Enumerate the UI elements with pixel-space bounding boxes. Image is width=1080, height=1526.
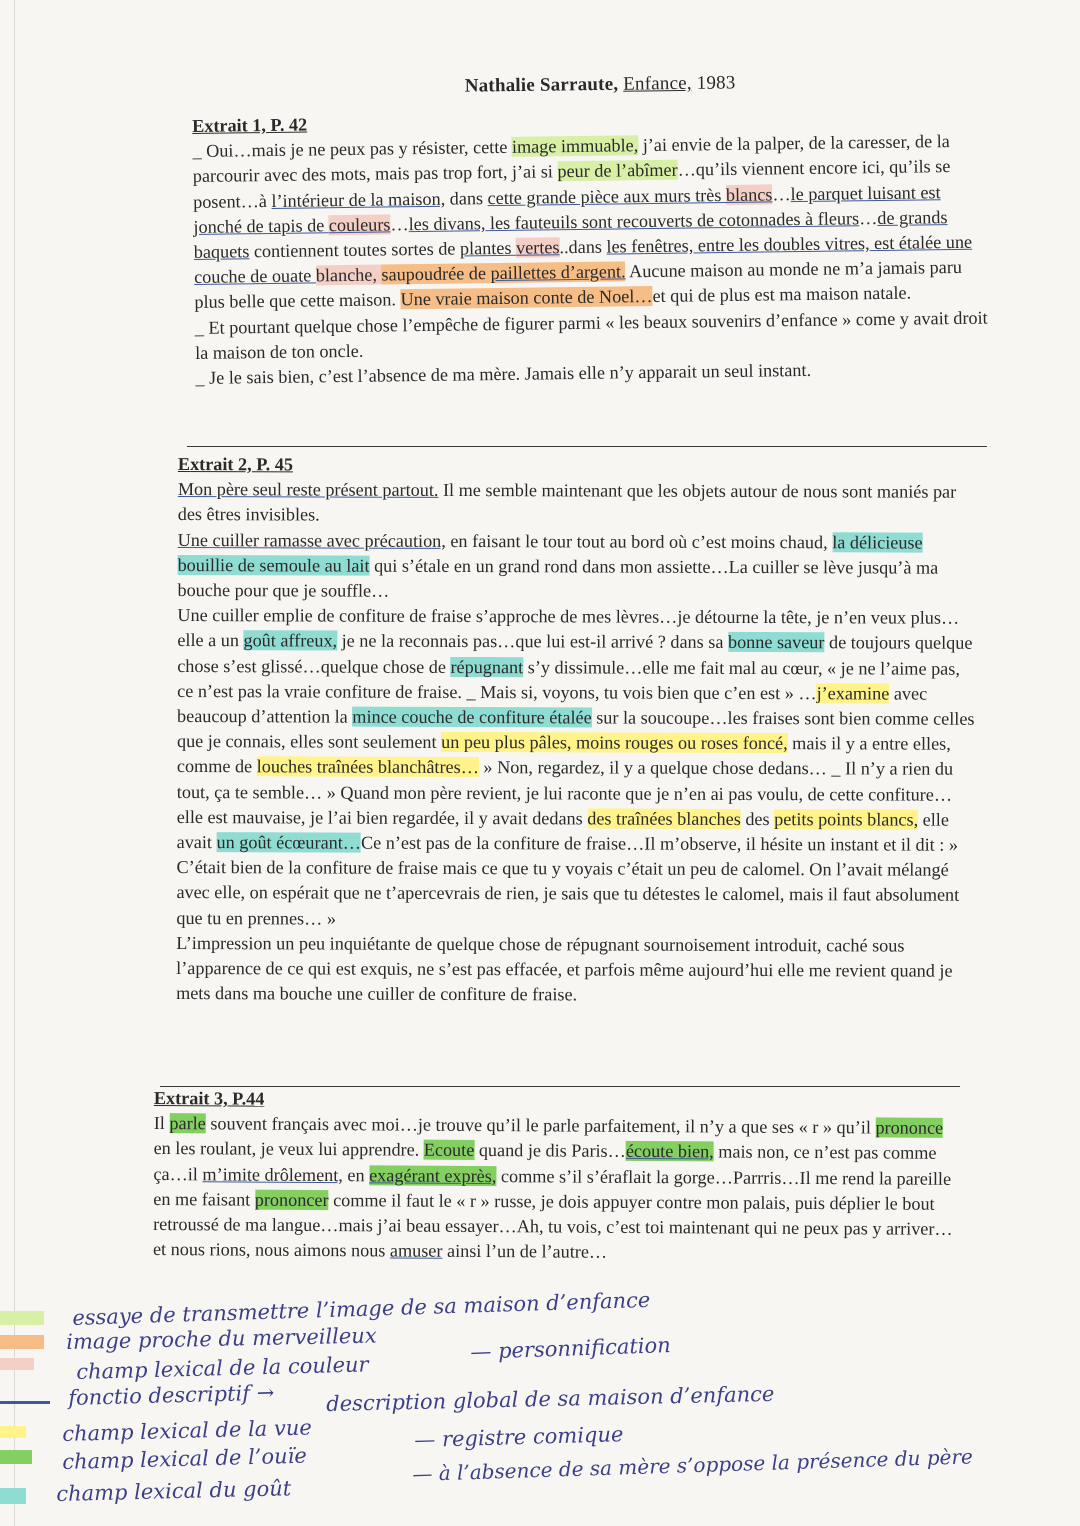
text-span: .. bbox=[559, 237, 569, 258]
text-span: de toujours quelque chose s’est glissé…quelque chose de bbox=[177, 632, 973, 677]
publication-year: 1983 bbox=[696, 72, 736, 94]
highlight-teal: un goût écœurant… bbox=[216, 832, 362, 853]
underline-blue: les divans, les fauteuils sont recouverts de cotonnades à fleurs bbox=[408, 208, 860, 234]
extract-3-heading: Extrait 3, P.44 bbox=[153, 1088, 265, 1109]
text-span: s’y dissimule…elle me fait mal au cœur, « je ne l’aime pas, ce n’est pas la vraie confiture de fraise. _ Mais si, voyons, tu vois bien que c’en est » … bbox=[177, 656, 960, 704]
page-title bbox=[0, 67, 1080, 104]
text-span: en les roulant, je veux lui apprendre. bbox=[153, 1138, 424, 1161]
highlight-orange: Une vraie maison conte de Noel… bbox=[400, 286, 653, 310]
text-span: comme s’il s’éraflait la gorge…Parrris…Il me rend la pareille en me faisant bbox=[153, 1165, 952, 1210]
legend-item-descriptif: fonctio descriptif → bbox=[68, 1380, 275, 1410]
highlight-orange: paillettes d’argent. bbox=[490, 261, 626, 284]
legend-item-merveilleux: image proche du merveilleux bbox=[66, 1323, 377, 1354]
legend-item-couleur: champ lexical de la couleur bbox=[76, 1352, 369, 1384]
legend-item-ouie: champ lexical de l’ouïe bbox=[62, 1443, 308, 1474]
text-span: sur la soucoupe…les fraises sont bien comme celles que je connais, elles sont seulement bbox=[176, 707, 975, 753]
swatch-teal bbox=[0, 1488, 26, 1504]
text-span: … bbox=[772, 183, 791, 205]
extract-1-heading: Extrait 1, P. 42 bbox=[192, 114, 308, 136]
underline-blue: de grands baquets bbox=[193, 206, 948, 263]
text-span: Une cuiller emplie de confiture de fraise s’approche de mes lèvres…je détourne la tête, je n’en veux plus…elle a un bbox=[177, 605, 960, 651]
swatch-green bbox=[0, 1450, 32, 1464]
legend-item-vue: champ lexical de la vue bbox=[62, 1415, 313, 1446]
highlight-green: prononce bbox=[875, 1117, 944, 1139]
text-span: mais non, ce n’est pas comme ça…il bbox=[153, 1141, 937, 1184]
highlight-yellow: petits points blancs, bbox=[774, 808, 919, 830]
highlight-teal: bonne saveur bbox=[727, 632, 825, 653]
text-span: » Non, regardez, il y a quelque chose dedans… _ Il n’y a rien du tout, ça te semble… » Quand mon père revient, je lui raconte que je n’en ai pas voulu, de cette confiture… elle est mauvaise, je l’ai bien regardée, il y avait dedans bbox=[176, 757, 954, 829]
text-span: dans bbox=[568, 236, 607, 258]
extract-3-paragraph bbox=[153, 1111, 954, 1267]
underline-blue: le parquet luisant est jonché bbox=[193, 181, 941, 237]
text-span: quand je dis Paris… bbox=[474, 1140, 626, 1162]
text-span: _ Oui…mais je ne peux pas y résister, cette bbox=[192, 137, 513, 162]
extract-2-paragraph-2 bbox=[177, 528, 975, 606]
text-span: … bbox=[390, 213, 409, 235]
text-span: Aucune maison au monde ne m’a jamais paru plus belle que cette maison. bbox=[194, 257, 963, 313]
extract-1-line: _ Et pourtant quelque chose l’empêche de figurer parmi « les beaux souvenirs d’enfance » come y avait droit la maison de ton oncle. bbox=[194, 307, 988, 363]
text-span: souvent français avec moi…je trouve qu’il le parle parfaitement, il n’y a que ses « r » qu’il bbox=[205, 1113, 876, 1138]
text-span: j’ai envie de la palper, de la caresser, de la parcourir avec des mots, mais pas trop fort, j’ai si bbox=[192, 131, 950, 187]
extract-2-heading: Extrait 2, P. 45 bbox=[177, 454, 294, 475]
underline-blue: plantes bbox=[459, 237, 517, 259]
extract-2-paragraph-1 bbox=[178, 477, 976, 530]
swatch-blue-line bbox=[0, 1401, 50, 1404]
extract-1-paragraph bbox=[192, 129, 989, 316]
legend-note-registre-comique: — registre comique bbox=[414, 1422, 624, 1452]
handwritten-legend bbox=[0, 1287, 1080, 1526]
highlight-yellow: des traînées blanches bbox=[587, 808, 741, 829]
swatch-pink bbox=[0, 1358, 34, 1370]
extract-3 bbox=[153, 1086, 954, 1267]
highlight-teal: mince couche de confiture étalée bbox=[352, 706, 592, 728]
highlight-yellow: un peu plus pâles, moins rouges ou roses foncé, bbox=[441, 732, 788, 754]
legend-note-description: description global de sa maison d’enfance bbox=[326, 1381, 775, 1416]
highlight-green: Ecoute bbox=[423, 1140, 475, 1161]
swatch-light-green bbox=[0, 1311, 44, 1325]
highlight-green: parle bbox=[169, 1113, 206, 1134]
underline-blue: amuser bbox=[389, 1240, 443, 1261]
highlight-light-green: image immuable, bbox=[511, 135, 639, 158]
text-span: contiennent toutes sortes de bbox=[249, 238, 461, 262]
text-span: en bbox=[342, 1164, 370, 1185]
work-title: Enfance, bbox=[623, 72, 692, 95]
underline-blue: m’imite drôlement, bbox=[202, 1163, 343, 1185]
text-span: elle avait bbox=[176, 809, 949, 853]
text-span: des bbox=[740, 808, 775, 829]
text-span: ainsi l’un de l’autre… bbox=[442, 1240, 608, 1262]
page-edge bbox=[14, 0, 15, 1526]
highlight-green: exagérant exprès, bbox=[369, 1164, 497, 1186]
highlight-pink: blancs bbox=[725, 184, 773, 205]
legend-item-transmit-image: essaye de transmettre l’image de sa maison d’enfance bbox=[72, 1287, 651, 1330]
extract-2-paragraph-4: L’impression un peu inquiétante de quelque chose de répugnant sournoisement introduit, caché sous l’apparence de ce qui est exquis, ne s’est pas effacée, et parfois même aujourd’hui elle me revient quand je mets dans ma bouche une cuiller de confiture de fraise. bbox=[176, 932, 953, 1005]
highlight-yellow: louches traînées blanchâtres… bbox=[256, 756, 479, 778]
text-span: avec beaucoup d’attention la bbox=[177, 683, 928, 727]
extract-2-paragraph-3 bbox=[176, 603, 975, 933]
highlight-pink: vertes bbox=[515, 237, 560, 258]
text-span: je ne la reconnais pas…que lui est-il arrivé ? dans sa bbox=[337, 630, 729, 653]
text-span: Il bbox=[153, 1113, 170, 1134]
legend-note-absence-mere: — à l’absence de sa mère s’oppose la présence du père bbox=[412, 1444, 974, 1486]
extract-2 bbox=[176, 452, 976, 1009]
section-divider bbox=[187, 446, 987, 447]
extract-1-line: _ Je le sais bien, c’est l’absence de ma mère. Jamais elle n’y apparait un seul instant. bbox=[195, 359, 812, 389]
text-span: … bbox=[858, 207, 878, 229]
highlight-yellow: j’examine bbox=[816, 683, 890, 704]
text-span: qui s’étale en un grand rond dans mon assiette…La cuiller se lève jusqu’à ma bouche pour que je souffle… bbox=[177, 555, 939, 601]
text-span: et qui de plus est ma maison natale. bbox=[652, 283, 912, 307]
legend-item-gout: champ lexical du goût bbox=[56, 1476, 292, 1506]
highlight-pink: blanche, bbox=[315, 264, 382, 286]
highlight-green: prononcer bbox=[254, 1189, 329, 1210]
highlight-teal: répugnant bbox=[450, 656, 524, 677]
extract-1 bbox=[192, 104, 991, 392]
swatch-yellow bbox=[0, 1426, 26, 1438]
underline-blue: l’intérieur de la maison, bbox=[271, 188, 446, 211]
highlight-teal: la délicieuse bouillie de semoule au lait bbox=[177, 531, 923, 576]
highlight-pink: couleurs bbox=[328, 214, 391, 236]
text-span: en faisant le tour tout au bord où c’est moins chaud, bbox=[445, 530, 833, 552]
text-span: comme il faut le « r » russe, je dois appuyer contre mon palais, puis déplier le bout retroussé de ma langue…mais j’ai beau essayer…Ah, tu vois, c’est toi maintenant qui ne peux pas y arriver…et nous rions, nous aimons nous bbox=[152, 1189, 953, 1261]
highlight-green: écoute bien, bbox=[625, 1141, 714, 1162]
underline-blue: cette grande pièce aux murs très bbox=[487, 184, 727, 208]
underline-blue: de tapis de bbox=[246, 215, 329, 237]
highlight-teal: goût affreux, bbox=[243, 630, 338, 651]
underline-blue: Une cuiller ramasse avec précaution, bbox=[177, 529, 446, 551]
underline-blue: Mon père seul reste présent partout. bbox=[177, 479, 439, 501]
text-span: dans bbox=[445, 187, 488, 209]
text-span: Ce n’est pas de la confiture de fraise…Il m’observe, il hésite un instant et il dit : » C’était bien de la confiture de fraise mais ce que tu y voyais c’était un peu de calomel. On l’avait mélangé avec elle, on espérait que ne t’apercevrais de rien, je sais que tu détestes le calomel, mais il faut absolument que tu en prennes… » bbox=[176, 832, 960, 929]
text-span: …qu’ils viennent encore ici, qu’ils se posent…à bbox=[193, 156, 951, 212]
highlight-orange: saupoudrée de bbox=[381, 263, 491, 285]
legend-note-personnification: — personnification bbox=[470, 1333, 672, 1364]
swatch-orange bbox=[0, 1335, 44, 1349]
author-name: Nathalie Sarraute, bbox=[464, 73, 619, 97]
text-span: Il me semble maintenant que les objets autour de nous sont maniés par des êtres invisibles. bbox=[177, 480, 957, 525]
text-span: mais il y a entre elles, comme de bbox=[176, 733, 951, 777]
underline-blue: les fenêtres, entre les doubles vitres, est étalée une couche de ouate bbox=[194, 231, 973, 288]
highlight-light-green: peur de l’abîmer bbox=[557, 160, 678, 182]
